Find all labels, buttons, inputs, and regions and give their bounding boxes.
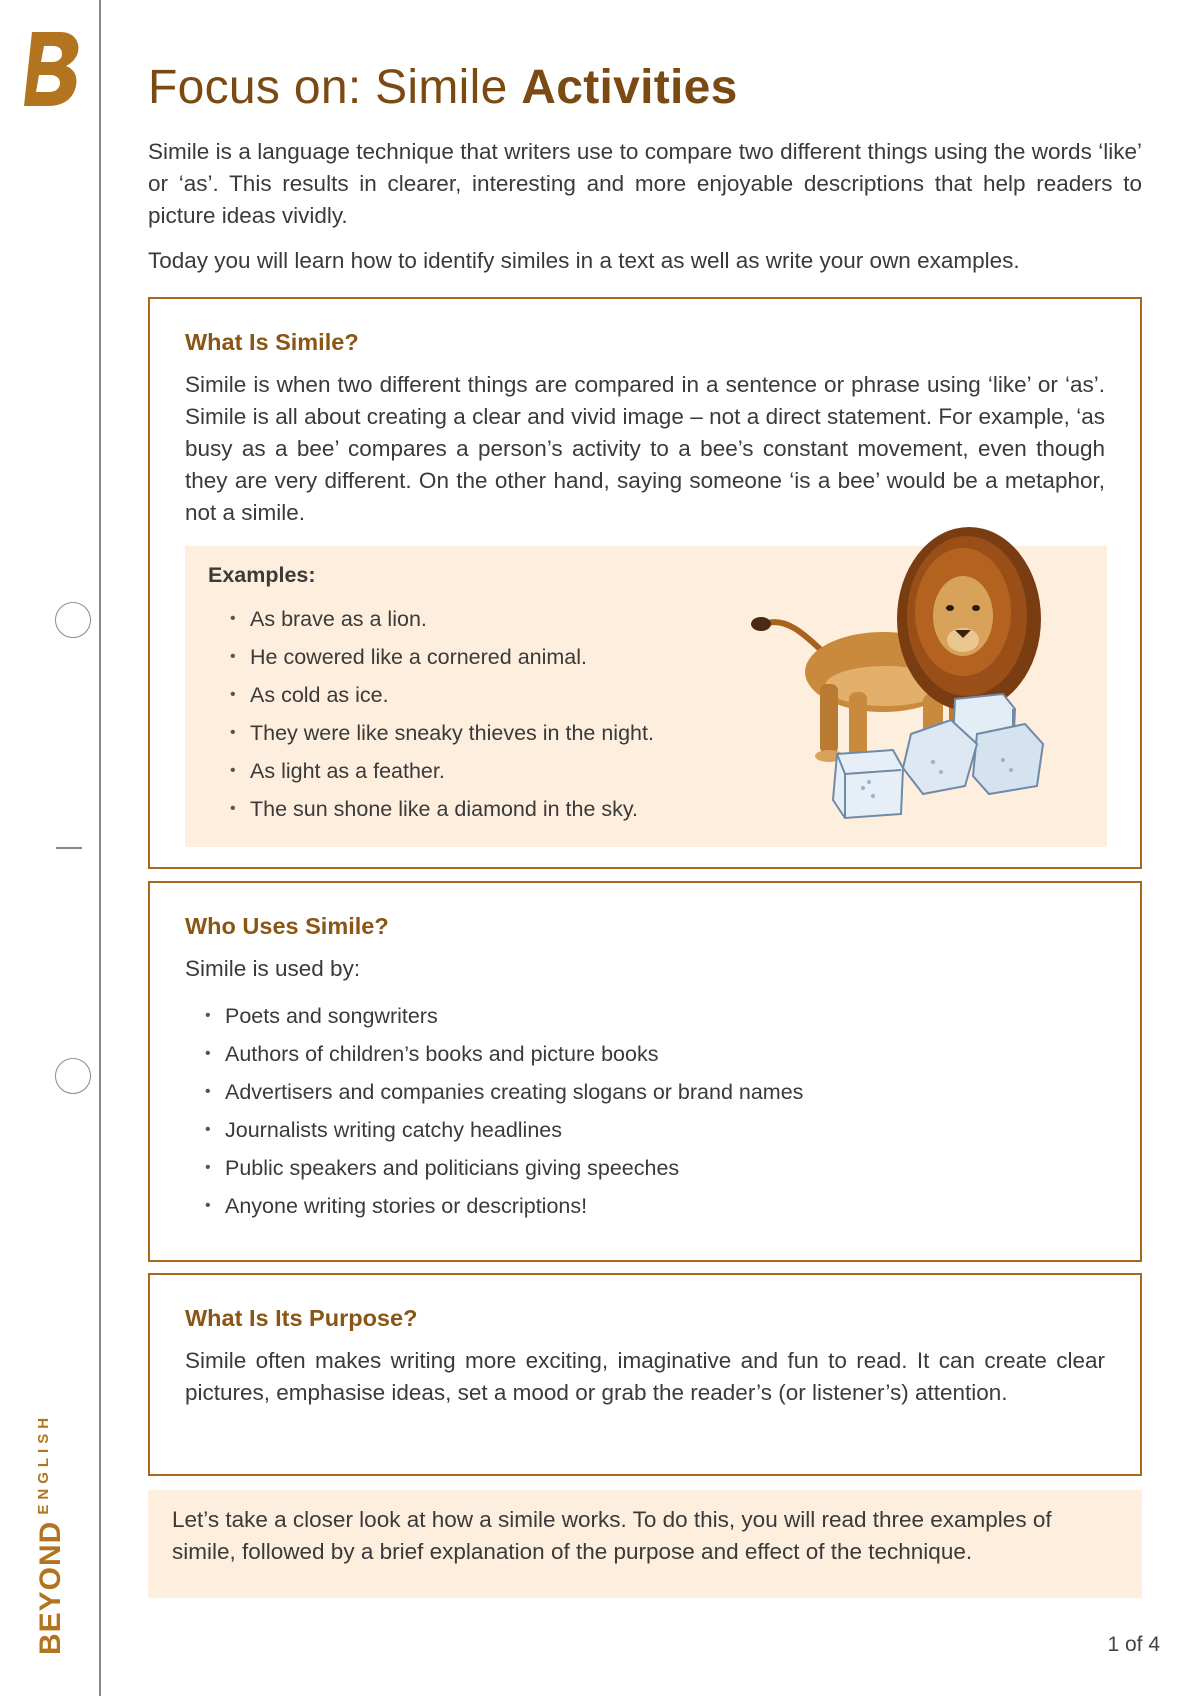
what-is-simile-section <box>148 297 1142 869</box>
closer-look-text: Let’s take a closer look at how a simile works. To do this, you will read three examples of simile, followed by a brief explanation of the purpose and effect of the technique. <box>172 1507 1052 1564</box>
list-item: • They were like sneaky thieves in the night. <box>230 714 654 752</box>
page-number: 1 of 4 <box>1107 1633 1160 1656</box>
list-item: • Authors of children’s books and picture books <box>205 1035 803 1073</box>
list-item: • The sun shone like a diamond in the sky. <box>230 790 654 828</box>
examples-list <box>230 600 654 828</box>
users-list <box>205 997 803 1225</box>
examples-panel <box>185 546 1107 847</box>
list-item: • Poets and songwriters <box>205 997 803 1035</box>
list-item: • As brave as a lion. <box>230 600 654 638</box>
intro-paragraph: Simile is a language technique that writers use to compare two different things using the words ‘like’ or ‘as’. This results in clearer, interesting and more enjoyable descriptions that help readers to picture ideas vividly. <box>148 139 1142 228</box>
what-is-simile-body: Simile is when two different things are compared in a sentence or phrase using ‘like’ or ‘as’. Simile is all about creating a clear and vivid image – not a direct statement. For example, ‘as busy as a bee’ compares a person’s activity to a bee’s constant movement, even though they are very different. On the other hand, saying someone ‘is a bee’ would be a metaphor, not a simile. <box>185 372 1105 525</box>
list-item: • As cold as ice. <box>230 676 654 714</box>
list-item: • Public speakers and politicians giving speeches <box>205 1149 803 1187</box>
who-uses-simile-intro: Simile is used by: <box>185 956 361 981</box>
lion-and-ice-illustration <box>745 524 1085 834</box>
beyond-logo-icon <box>22 30 82 108</box>
brand-vertical-logo: BEYONDENGLISH <box>34 1412 67 1655</box>
who-uses-simile-section <box>148 881 1142 1262</box>
list-item: • As light as a feather. <box>230 752 654 790</box>
closer-look-callout <box>148 1490 1142 1598</box>
intro-goal-paragraph: Today you will learn how to identify similes in a text as well as write your own examples. <box>148 248 1020 273</box>
fold-mark <box>56 847 82 849</box>
examples-heading: Examples: <box>208 563 316 587</box>
list-item: • He cowered like a cornered animal. <box>230 638 654 676</box>
purpose-body: Simile often makes writing more exciting, imaginative and fun to read. It can create clear pictures, emphasise ideas, set a mood or grab the reader’s (or listener’s) attention. <box>185 1348 1105 1405</box>
page-title: Focus on: Simile Activities <box>148 61 738 114</box>
list-item: • Advertisers and companies creating slogans or brand names <box>205 1073 803 1111</box>
who-uses-simile-heading: Who Uses Simile? <box>185 913 389 939</box>
margin-line <box>99 0 101 1696</box>
punch-hole-bottom <box>55 1058 91 1094</box>
purpose-section <box>148 1273 1142 1476</box>
list-item: • Journalists writing catchy headlines <box>205 1111 803 1149</box>
purpose-heading: What Is Its Purpose? <box>185 1305 418 1331</box>
what-is-simile-heading: What Is Simile? <box>185 329 359 355</box>
punch-hole-top <box>55 602 91 638</box>
list-item: • Anyone writing stories or descriptions! <box>205 1187 803 1225</box>
